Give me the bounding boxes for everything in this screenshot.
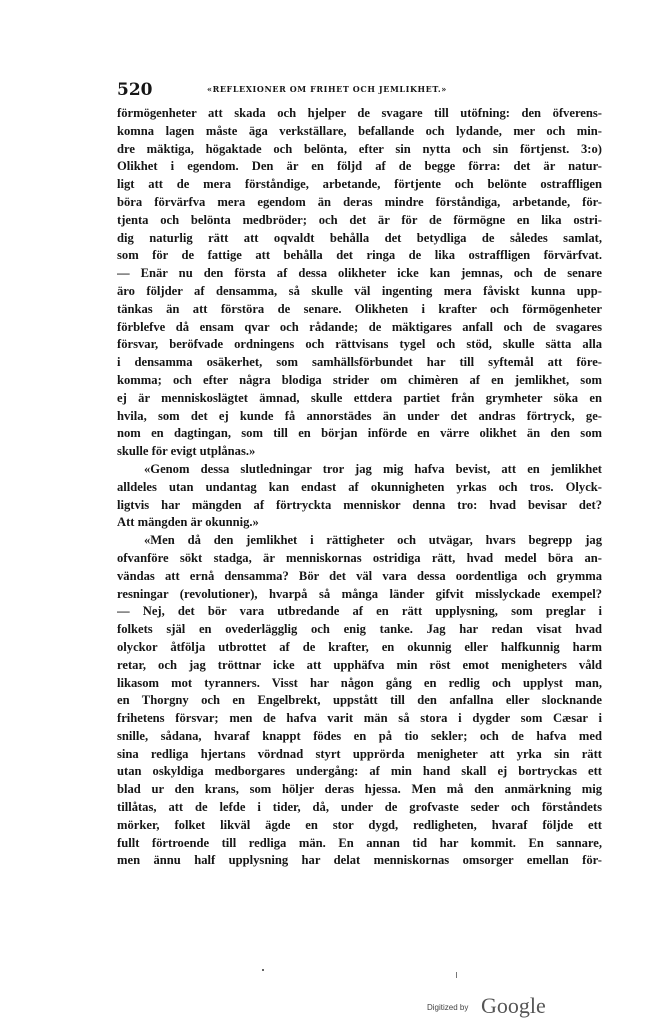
running-title: «REFLEXIONER OM FRIHET OCH JEMLIKHET.» [207, 84, 447, 94]
page-body-text [117, 105, 602, 870]
print-speck [456, 972, 457, 978]
text-line: dre mäktiga, högaktade och belönta, efter sin nytta och sin förtjenst. 3:o) [117, 141, 602, 156]
text-line: ofvanföre sökt stadga, är menniskornas ostridiga rätt, hvad medel böra an- [117, 550, 602, 565]
text-line: försvar, beröfvade ordningens och rättvisans tygel och stöd, skulle sätta alla [117, 337, 602, 352]
paragraph-start-line: «Men då den jemlikhet i rättigheter och utvägar, hvars begrepp jag [144, 533, 602, 548]
digitized-by-label: Digitized by [427, 1003, 469, 1012]
running-header [117, 80, 602, 100]
paragraph-end-line: skulle för evigt utplånas.» [117, 444, 256, 459]
text-line: tillåtas, att de lefde i tider, då, under de grofvaste seder och förståndets [117, 800, 602, 815]
text-line: vändas att ernå densamma? Bör det väl vara dessa oordentliga och grymma [117, 568, 602, 583]
page-number: 520 [117, 80, 153, 100]
text-line: komna lagen måste äga verkställare, befallande och lydande, mer och min- [117, 123, 602, 138]
text-line: tjenta och belönta medbröder; och det är för de förmögne en lika ostri- [117, 212, 602, 227]
text-line: — Nej, det bör vara utbredande af en rätt upplysning, som preglar i [117, 604, 602, 619]
text-line: äro följder af densamma, så skulle väl ingenting mera fåviskt kunna upp- [117, 283, 602, 298]
text-line: sina redliga hjertans vördnad styrt upprörda menigheter att yrka sin rätt [117, 746, 602, 761]
text-line: komma; och efter några blodiga strider om chimèren af en jemlikhet, som [117, 372, 602, 387]
text-line: Olikhet i egendom. Den är en följd af de begge förra: det är natur- [117, 159, 602, 174]
text-line: förblefve då ensam qvar och rådande; de mäktigares anfall och de svagares [117, 319, 602, 334]
text-line: resningar (revolutioner), hvarpå så många länder gifvit misslyckade exempel? [117, 586, 602, 601]
text-line: ligtvis har mängden af förtryckta menniskor denna tro: hvad bevisar det? [117, 497, 602, 512]
text-line: en Thorgny och en Engelbrekt, uppstått till den anfallna eller slocknande [117, 693, 602, 708]
text-line: hvila, som det ej kunde få annorstädes än under det andras förtryck, ge- [117, 408, 602, 423]
text-line: fullt förtroende till redliga män. En annan tid har kommit. En sannare, [117, 835, 602, 850]
text-line: utan oskyldiga medborgares undergång: af min hand skall ej bortryckas ett [117, 764, 602, 779]
text-line: blad ur den krans, som höljer deras hjessa. Men må den anmärkning mig [117, 782, 602, 797]
text-line: i densamma osäkerhet, som samhällsförbundet har till syftemål att före- [117, 355, 602, 370]
text-line: nom en dagtingan, som till en början införde en värre olikhet än den som [117, 426, 602, 441]
print-speck [262, 969, 264, 971]
text-line: frihetens försvar; men de hafva varit män så stora i dygder som Cæsar i [117, 711, 602, 726]
text-line: ej är menniskoslägtet ämnad, skulle ettdera partiet från grymheter söka en [117, 390, 602, 405]
text-line: likasom mot tyranners. Visst har någon gång en redlig och upplyst man, [117, 675, 602, 690]
text-line: — Enär nu den första af dessa olikheter icke kan jemnas, och de senare [117, 266, 602, 281]
text-line: snille, sådana, hvaraf knappt födes en på tio sekler; och de hafva med [117, 728, 602, 743]
text-line: tänkas än att förstöra de senare. Olikheten i krafter och förmögenheter [117, 301, 602, 316]
google-wordmark: Google [481, 993, 546, 1018]
text-line: mörker, folket likväl ägde en stor dygd, redligheten, hvaraf följde ett [117, 817, 602, 832]
text-line: böra förvärfva mera egendom än deras mindre förståndiga, arbetande, för- [117, 194, 602, 209]
paragraph-end-line: Att mängden är okunnig.» [117, 515, 259, 530]
text-line: förmögenheter att skada och hjelper de svagare till utöfning: den öfverens- [117, 106, 602, 120]
paragraph-start-line: «Genom dessa slutledningar tror jag mig hafva bevist, att en jemlikhet [144, 461, 602, 476]
text-line: folkets själ en ovederlägglig och enig tanke. Jag har redan visat hvad [117, 622, 602, 637]
text-line: olyckor åtfölja utbrottet af de krafter, en okunnig eller halfkunnig harm [117, 639, 602, 654]
text-line: alldeles utan undantag kan endast af okunnigheten yrkas och tros. Olyck- [117, 479, 602, 494]
text-line: men ännu half upplysning har delat menniskornas omsorger emellan för- [117, 853, 602, 868]
text-line: ligt att de mera förståndige, arbetande, förtjente och belönte ostraffligen [117, 177, 602, 192]
text-line: dig naturlig rätt att oqvaldt behålla det betydliga de således samlat, [117, 230, 602, 245]
text-line: retar, och jag tröttnar icke att upphäfva min röst emot menigheters våld [117, 657, 602, 672]
text-line: som för de fattige att behålla det ringa de lika ostraffligen förvärfvat. [117, 248, 602, 263]
